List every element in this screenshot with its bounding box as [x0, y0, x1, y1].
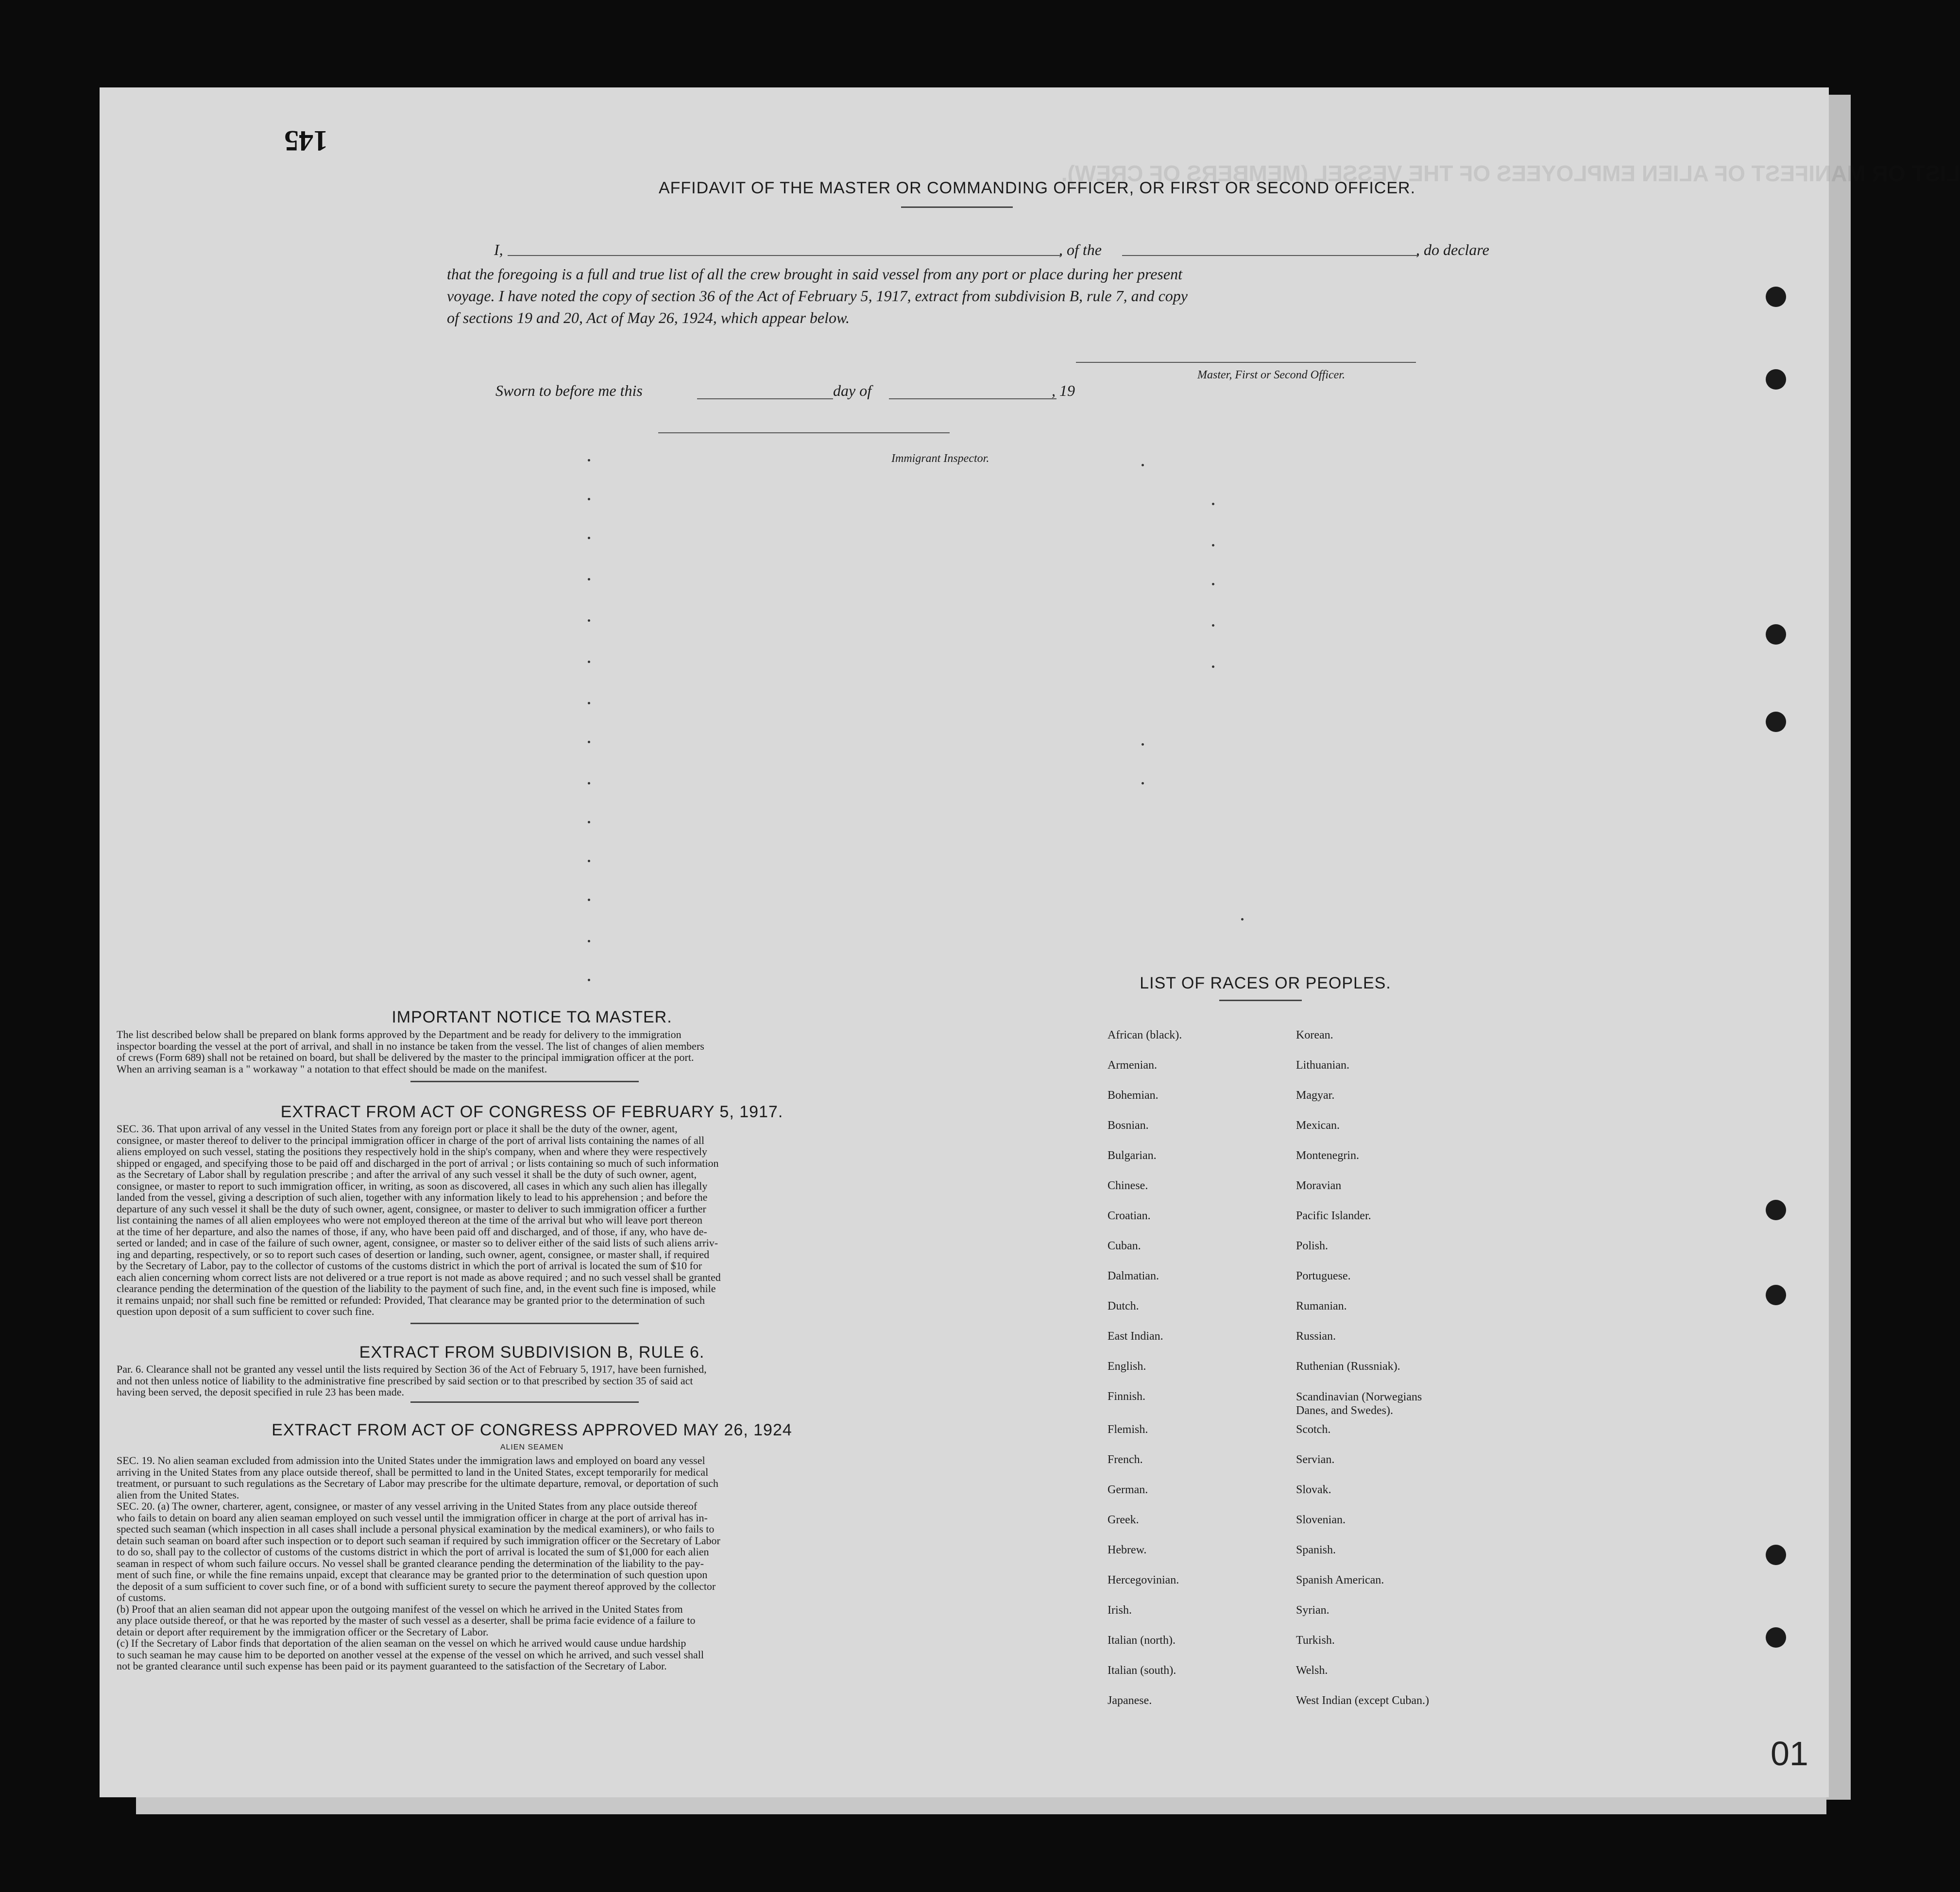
- column-dot: [588, 661, 590, 663]
- extract-1924-line: who fails to detain on board any alien seaman employed on such vessel until the immigration officer in charge at the port of arrival has in-: [117, 1511, 708, 1524]
- race-item: Welsh.: [1296, 1664, 1328, 1677]
- master-signature-label: Master, First or Second Officer.: [1197, 369, 1345, 381]
- sworn-month-blank: [889, 398, 1057, 399]
- notice-rule: [410, 1081, 639, 1082]
- affidavit-i-label: I,: [494, 241, 503, 258]
- column-dot: [588, 979, 590, 981]
- extract-1924-line: the deposit of a sum sufficient to cover such fine, or of a bond with sufficient surety to secure the payment thereof approved by the collector: [117, 1580, 716, 1592]
- extract-1917-line: consignee, or master thereof to deliver to the principal immigration officer in charge of the port of arrival lists containing the names of all: [117, 1134, 705, 1146]
- extract-1924-line: treatment, or pursuant to such regulations as the Secretary of Labor may prescribe for the ultimate departure, removal, or deportation of such: [117, 1477, 718, 1489]
- race-item: Scotch.: [1296, 1423, 1331, 1436]
- extract-1917-line: ing and departing, respectively, or so to report such cases of desertion or landing, such owner, agent, consignee, or master shall, if required: [117, 1248, 710, 1261]
- race-item: Montenegrin.: [1296, 1149, 1359, 1162]
- extract-rule6-line: having been served, the deposit specified in rule 23 has been made.: [117, 1386, 404, 1398]
- race-item: Spanish American.: [1296, 1574, 1384, 1586]
- column-dot: [588, 899, 590, 901]
- binder-hole: [1766, 1545, 1786, 1565]
- extract-1917-line: consignee, or master to report to such immigration officer, in writing, as soon as discovered, all cases in which any such alien has illegally: [117, 1179, 708, 1192]
- race-item: Italian (south).: [1108, 1664, 1176, 1677]
- race-item: Armenian.: [1108, 1059, 1157, 1072]
- notice-line: of crews (Form 689) shall not be retained on board, but shall be delivered by the master to the principal immigration officer at the port.: [117, 1051, 694, 1063]
- column-dot: [1241, 918, 1244, 920]
- extract-rule6-title: EXTRACT FROM SUBDIVISION B, RULE 6.: [359, 1343, 705, 1362]
- race-item: English.: [1108, 1360, 1146, 1373]
- affidavit-of-the: , of the: [1059, 241, 1102, 258]
- binder-hole: [1766, 624, 1786, 645]
- extract-1924-line: to do so, shall pay to the collector of customs of the customs district in which the port of arrival is located the sum of $1,000 for each alien: [117, 1546, 709, 1558]
- extract-1917-line: as the Secretary of Labor shall by regulation prescribe ; and after the arrival of any such vessel it shall be the duty of such owner, agent,: [117, 1168, 697, 1180]
- race-item: Bulgarian.: [1108, 1149, 1157, 1162]
- ghost-title: LIST OR MANIFEST OF ALIEN EMPLOYEES OF THE VESSEL (MEMBERS OF CREW).: [1061, 161, 1960, 186]
- column-dot: [1142, 782, 1144, 784]
- notice-line: When an arriving seaman is a " workaway " a notation to that effect should be made on the manifest.: [117, 1062, 547, 1075]
- extract-1917-line: serted or landed; and in case of the failure of such owner, agent, consignee, or master so to deliver either of the said lists of such aliens arriv-: [117, 1237, 718, 1249]
- extract-1924-line: arriving in the United States from any place outside thereof, shall be permitted to land in the United States, except temporarily for medical: [117, 1466, 709, 1478]
- column-dot: [588, 860, 590, 862]
- column-dot: [588, 940, 590, 942]
- race-item: Pacific Islander.: [1296, 1210, 1371, 1222]
- binder-hole: [1766, 1285, 1786, 1305]
- race-item: Syrian.: [1296, 1604, 1329, 1617]
- affidavit-line-1: that the foregoing is a full and true list of all the crew brought in said vessel from any port or place during her present: [447, 265, 1182, 283]
- race-item: Magyar.: [1296, 1089, 1335, 1102]
- master-signature-line: [1076, 362, 1416, 363]
- column-dot: [588, 821, 590, 823]
- extract-1917-line: clearance pending the determination of the question of the liability to the payment of such fine, and, in the event such fine is imposed, while: [117, 1282, 716, 1295]
- extract-1924-text: [117, 1455, 894, 1672]
- race-item: Greek.: [1108, 1514, 1139, 1526]
- extract-1924-line: to such seaman he may cause him to be deported on another vessel at the expense of the vessel on which he arrived, and such vessel shall: [117, 1648, 704, 1661]
- extract-rule6-text: [117, 1364, 894, 1398]
- column-dot: [588, 578, 590, 580]
- races-right-column: [1296, 1020, 1481, 1716]
- extract-1917-line: SEC. 36. That upon arrival of any vessel in the United States from any foreign port or place it shall be the duty of the owner, agent,: [117, 1123, 678, 1135]
- extract-1924-line: of customs.: [117, 1591, 166, 1603]
- extract-1924-line: not be granted clearance until such expense has been paid or its payment guaranteed to the satisfaction of the Secretary of Labor.: [117, 1660, 667, 1672]
- races-title: LIST OF RACES OR PEOPLES.: [1140, 974, 1391, 992]
- extract-1917-line: question upon deposit of a sum sufficient to cover such fine.: [117, 1305, 375, 1317]
- notice-text: [117, 1029, 894, 1074]
- race-item: Moravian: [1296, 1179, 1342, 1192]
- extract-1917-line: list containing the names of all alien employees who were not employed thereon at the time of the arrival but who will leave port thereon: [117, 1214, 702, 1226]
- binder-hole: [1766, 1627, 1786, 1648]
- race-item: Flemish.: [1108, 1423, 1148, 1436]
- extract-1917-title: EXTRACT FROM ACT OF CONGRESS OF FEBRUARY 5, 1917.: [280, 1103, 784, 1121]
- inspector-line: [658, 432, 950, 433]
- column-dot: [588, 537, 590, 539]
- sworn-day-blank: [697, 398, 833, 399]
- affidavit-do-declare: , do declare: [1416, 241, 1489, 258]
- sworn-text: Sworn to before me this: [495, 382, 643, 399]
- extract-1917-line: departure of any such vessel it shall be the duty of such owner, agent, consignee, or master to deliver to such immigration officer a further: [117, 1202, 706, 1215]
- race-item: Finnish.: [1108, 1390, 1146, 1403]
- affidavit-line-3: of sections 19 and 20, Act of May 26, 1924, which appear below.: [447, 309, 850, 326]
- extract-1917-line: landed from the vessel, giving a description of such alien, together with any information likely to lead to his apprehension ; and before the: [117, 1191, 708, 1203]
- race-item: Dutch.: [1108, 1300, 1139, 1312]
- notice-title: IMPORTANT NOTICE TO MASTER.: [392, 1008, 672, 1026]
- extract-1924-line: SEC. 20. (a) The owner, charterer, agent, consignee, or master of any vessel arriving in the United States from any place outside thereof: [117, 1500, 698, 1512]
- extract-1924-title: EXTRACT FROM ACT OF CONGRESS APPROVED MAY 26, 1924: [272, 1421, 792, 1439]
- sworn-year: , 19: [1052, 382, 1075, 399]
- race-item: French.: [1108, 1453, 1143, 1466]
- race-item: German.: [1108, 1483, 1148, 1496]
- binder-hole: [1766, 369, 1786, 390]
- column-dot: [588, 702, 590, 704]
- extract-1924-line: (b) Proof that an alien seaman did not appear upon the outgoing manifest of the vessel on which he arrived in the United States from: [117, 1602, 683, 1615]
- extract-1917-line: shipped or engaged, and specifying those to be paid off and discharged in the port of arrival ; or lists containing so much of such information: [117, 1157, 719, 1169]
- races-title-rule: [1219, 1000, 1302, 1001]
- races-left-column: [1108, 1020, 1292, 1716]
- affidavit-name-blank: [508, 255, 1061, 256]
- race-item: Chinese.: [1108, 1179, 1148, 1192]
- affidavit-vessel-blank: [1122, 255, 1418, 256]
- affidavit-title: AFFIDAVIT OF THE MASTER OR COMMANDING OFFICER, OR FIRST OR SECOND OFFICER.: [658, 179, 1416, 197]
- column-dot: [588, 459, 590, 461]
- extract-1924-line: ment of such fine, or while the fine remains unpaid, except that clearance may be granted prior to the determination of such question upon: [117, 1568, 708, 1581]
- race-item: Ruthenian (Russniak).: [1296, 1360, 1400, 1373]
- extract-1917-line: by the Secretary of Labor, pay to the collector of customs of the customs district in which the port of arrival is located the sum of $10 for: [117, 1260, 702, 1272]
- column-dot: [1212, 665, 1214, 668]
- race-item: Spanish.: [1296, 1544, 1336, 1556]
- extract-1924-line: seaman in respect of whom such failure occurs. No vessel shall be granted clearance pending the determination of the liability to the pay-: [117, 1557, 704, 1569]
- binder-hole: [1766, 287, 1786, 307]
- notice-line: The list described below shall be prepared on blank forms approved by the Department and be ready for delivery to the immigration: [117, 1028, 682, 1040]
- extract-1924-subtitle: ALIEN SEAMEN: [500, 1443, 564, 1451]
- race-item: Portuguese.: [1296, 1270, 1351, 1282]
- extract-1924-line: (c) If the Secretary of Labor finds that deportation of the alien seaman on the vessel on which he arrived would cause undue hardship: [117, 1637, 686, 1649]
- corner-mark: 01: [1771, 1735, 1808, 1773]
- race-item: Slovak.: [1296, 1483, 1331, 1496]
- extract-1917-line: it remains unpaid; nor shall such fine be remitted or refunded: Provided, That clearance may be granted prior to the determination of such: [117, 1294, 705, 1306]
- race-item: Dalmatian.: [1108, 1270, 1159, 1282]
- extract-1924-line: spected such seaman (which inspection in all cases shall include a personal physical examination by the medical examiners), or who fails to: [117, 1523, 715, 1535]
- race-item: Lithuanian.: [1296, 1059, 1349, 1072]
- extract-rule6-line: and not then unless notice of liability to the administrative fine prescribed by said section or to that prescribed by section 35 of said act: [117, 1374, 693, 1387]
- extract-1924-line: alien from the United States.: [117, 1488, 239, 1501]
- binder-hole: [1766, 712, 1786, 732]
- notice-line: inspector boarding the vessel at the port of arrival, and shall in no instance be taken from the vessel. The list of changes of alien members: [117, 1040, 704, 1052]
- race-item: African (black).: [1108, 1029, 1182, 1041]
- race-item: Hebrew.: [1108, 1544, 1147, 1556]
- race-item: Turkish.: [1296, 1634, 1335, 1647]
- inspector-label: Immigrant Inspector.: [891, 452, 989, 465]
- extract-1924-line: detain such seaman on board after such inspection or to deport such seaman if required by such immigration officer or the Secretary of Labor: [117, 1534, 720, 1547]
- race-item: Korean.: [1296, 1029, 1333, 1041]
- column-dot: [1142, 743, 1144, 746]
- extract-1917-line: at the time of her departure, and also the names of those, if any, who have been paid off and discharged, and of those, if any, who have de-: [117, 1225, 707, 1238]
- column-dot: [588, 498, 590, 500]
- race-item: Polish.: [1296, 1240, 1329, 1252]
- extract-1917-line: each alien concerning whom correct lists are not delivered or a true report is not made as above required ; and no such vessel shall be granted: [117, 1271, 721, 1283]
- race-item: Italian (north).: [1108, 1634, 1176, 1647]
- race-item: Bosnian.: [1108, 1119, 1149, 1132]
- column-dot: [1142, 464, 1144, 466]
- extract-1924-line: SEC. 19. No alien seaman excluded from admission into the United States under the immigration laws and employed on board any vessel: [117, 1454, 705, 1466]
- extract-1924-line: detain or deport after requirement by the immigration officer or the Secretary of Labor.: [117, 1625, 489, 1638]
- page-number: 145: [284, 125, 328, 157]
- race-item: Irish.: [1108, 1604, 1132, 1617]
- extract-1917-line: aliens employed on such vessel, stating the positions they respectively hold in the ship's company, when and where they were respectively: [117, 1145, 707, 1158]
- race-item: Cuban.: [1108, 1240, 1141, 1252]
- race-item: Croatian.: [1108, 1210, 1151, 1222]
- race-item: Hercegovinian.: [1108, 1574, 1179, 1586]
- race-item: Mexican.: [1296, 1119, 1340, 1132]
- column-dot: [1212, 503, 1214, 505]
- extract-1924-line: any place outside thereof, or that he was reported by the master of such vessel as a deserter, shall be prima facie evidence of a failure to: [117, 1614, 696, 1626]
- column-dot: [1212, 583, 1214, 585]
- extract-rule6-line: Par. 6. Clearance shall not be granted any vessel until the lists required by Section 36 of the Act of February 5, 1917, have been furnished,: [117, 1363, 707, 1375]
- extract-rule6-rule: [410, 1401, 639, 1403]
- race-item: Bohemian.: [1108, 1089, 1159, 1102]
- affidavit-line-2: voyage. I have noted the copy of section 36 of the Act of February 5, 1917, extract from subdivision B, rule 7, and copy: [447, 287, 1188, 305]
- affidavit-title-rule: [901, 206, 1013, 208]
- column-dot: [588, 782, 590, 784]
- race-item: Slovenian.: [1296, 1514, 1346, 1526]
- race-item: West Indian (except Cuban.): [1296, 1694, 1429, 1707]
- race-item: Japanese.: [1108, 1694, 1152, 1707]
- manifest-page: [100, 87, 1960, 1797]
- column-dot: [588, 619, 590, 622]
- race-item: Russian.: [1296, 1330, 1336, 1343]
- column-dot: [588, 741, 590, 743]
- column-dot: [1212, 624, 1214, 627]
- race-item: Scandinavian (Norwegians Danes, and Swedes).: [1296, 1391, 1422, 1417]
- column-dot: [1212, 544, 1214, 546]
- extract-1917-text: [117, 1123, 894, 1317]
- binder-hole: [1766, 1200, 1786, 1220]
- extract-1917-rule: [410, 1323, 639, 1324]
- race-item: Servian.: [1296, 1453, 1335, 1466]
- race-item: Rumanian.: [1296, 1300, 1347, 1312]
- race-item: East Indian.: [1108, 1330, 1163, 1343]
- sworn-day-of: day of: [833, 382, 872, 399]
